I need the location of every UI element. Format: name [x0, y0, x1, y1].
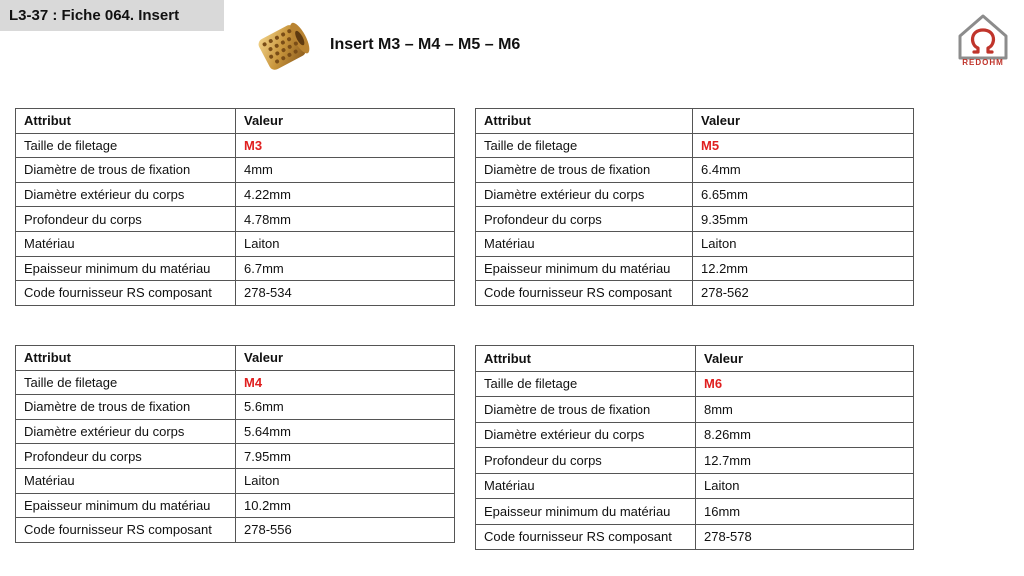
table-row: [16, 468, 455, 493]
header-valeur: Valeur: [236, 346, 455, 371]
table-row: [16, 370, 455, 395]
table-row: [16, 256, 455, 281]
table-row: [476, 158, 914, 183]
spec-table-m6: [475, 345, 914, 550]
table-row: [476, 499, 914, 525]
value-cell: 4.78mm: [236, 207, 455, 232]
table-row: [476, 182, 914, 207]
attribute-cell: Diamètre de trous de fixation: [476, 158, 693, 183]
value-cell: M6: [696, 371, 914, 397]
table-row: [476, 448, 914, 474]
brass-insert-image: [252, 18, 314, 76]
table-row: [476, 207, 914, 232]
table-row: [16, 281, 455, 306]
attribute-cell: Profondeur du corps: [476, 448, 696, 474]
spec-table-m3: [15, 108, 455, 306]
attribute-cell: Diamètre extérieur du corps: [476, 182, 693, 207]
table-row: [476, 397, 914, 423]
value-cell: Laiton: [696, 473, 914, 499]
value-cell: 6.65mm: [693, 182, 914, 207]
attribute-cell: Diamètre de trous de fixation: [16, 158, 236, 183]
header-attribut: Attribut: [476, 109, 693, 134]
table-row: [476, 524, 914, 550]
spec-table-m5: [475, 108, 914, 306]
attribute-cell: Matériau: [476, 231, 693, 256]
value-cell: 9.35mm: [693, 207, 914, 232]
table-row: [476, 371, 914, 397]
table-row: [16, 182, 455, 207]
value-cell: 278-534: [236, 281, 455, 306]
attribute-cell: Code fournisseur RS composant: [476, 281, 693, 306]
table-header-row: [476, 109, 914, 134]
table-row: [16, 231, 455, 256]
table-row: [16, 444, 455, 469]
header-attribut: Attribut: [16, 346, 236, 371]
value-cell: 12.7mm: [696, 448, 914, 474]
attribute-cell: Diamètre extérieur du corps: [16, 419, 236, 444]
table-row: [476, 256, 914, 281]
value-cell: 278-556: [236, 518, 455, 543]
value-cell: 278-578: [696, 524, 914, 550]
value-cell: 10.2mm: [236, 493, 455, 518]
value-cell: 8.26mm: [696, 422, 914, 448]
value-cell: 6.4mm: [693, 158, 914, 183]
attribute-cell: Epaisseur minimum du matériau: [476, 499, 696, 525]
value-cell: 4.22mm: [236, 182, 455, 207]
page-title: Insert M3 – M4 – M5 – M6: [330, 36, 521, 53]
attribute-cell: Code fournisseur RS composant: [476, 524, 696, 550]
attribute-cell: Taille de filetage: [476, 371, 696, 397]
value-cell: M5: [693, 133, 914, 158]
value-cell: 7.95mm: [236, 444, 455, 469]
value-cell: 4mm: [236, 158, 455, 183]
table-row: [16, 158, 455, 183]
value-cell: 278-562: [693, 281, 914, 306]
table-header-row: [476, 346, 914, 372]
attribute-cell: Code fournisseur RS composant: [16, 518, 236, 543]
value-cell: 5.6mm: [236, 395, 455, 420]
attribute-cell: Profondeur du corps: [16, 444, 236, 469]
table-header-row: [16, 109, 455, 134]
attribute-cell: Profondeur du corps: [476, 207, 693, 232]
attribute-cell: Epaisseur minimum du matériau: [476, 256, 693, 281]
attribute-cell: Matériau: [16, 231, 236, 256]
attribute-cell: Diamètre extérieur du corps: [476, 422, 696, 448]
table-row: [476, 281, 914, 306]
attribute-cell: Code fournisseur RS composant: [16, 281, 236, 306]
value-cell: 5.64mm: [236, 419, 455, 444]
attribute-cell: Diamètre de trous de fixation: [16, 395, 236, 420]
attribute-cell: Matériau: [16, 468, 236, 493]
header-valeur: Valeur: [693, 109, 914, 134]
header-attribut: Attribut: [16, 109, 236, 134]
value-cell: M4: [236, 370, 455, 395]
value-cell: 16mm: [696, 499, 914, 525]
value-cell: 8mm: [696, 397, 914, 423]
header-attribut: Attribut: [476, 346, 696, 372]
header-valeur: Valeur: [236, 109, 455, 134]
attribute-cell: Profondeur du corps: [16, 207, 236, 232]
value-cell: 6.7mm: [236, 256, 455, 281]
table-row: [16, 207, 455, 232]
table-row: [476, 231, 914, 256]
attribute-cell: Diamètre de trous de fixation: [476, 397, 696, 423]
table-row: [16, 518, 455, 543]
attribute-cell: Taille de filetage: [476, 133, 693, 158]
value-cell: M3: [236, 133, 455, 158]
table-row: [476, 133, 914, 158]
slide-label: L3-37 : Fiche 064. Insert: [0, 0, 224, 31]
header-valeur: Valeur: [696, 346, 914, 372]
table-row: [16, 133, 455, 158]
attribute-cell: Taille de filetage: [16, 133, 236, 158]
value-cell: Laiton: [693, 231, 914, 256]
table-row: [476, 422, 914, 448]
attribute-cell: Matériau: [476, 473, 696, 499]
value-cell: 12.2mm: [693, 256, 914, 281]
attribute-cell: Taille de filetage: [16, 370, 236, 395]
table-row: [16, 395, 455, 420]
logo-text: REDOHM: [962, 58, 1004, 67]
value-cell: Laiton: [236, 468, 455, 493]
table-row: [16, 493, 455, 518]
table-row: [16, 419, 455, 444]
table-header-row: [16, 346, 455, 371]
spec-table-m4: [15, 345, 455, 543]
table-row: [476, 473, 914, 499]
attribute-cell: Diamètre extérieur du corps: [16, 182, 236, 207]
attribute-cell: Epaisseur minimum du matériau: [16, 493, 236, 518]
value-cell: Laiton: [236, 231, 455, 256]
attribute-cell: Epaisseur minimum du matériau: [16, 256, 236, 281]
